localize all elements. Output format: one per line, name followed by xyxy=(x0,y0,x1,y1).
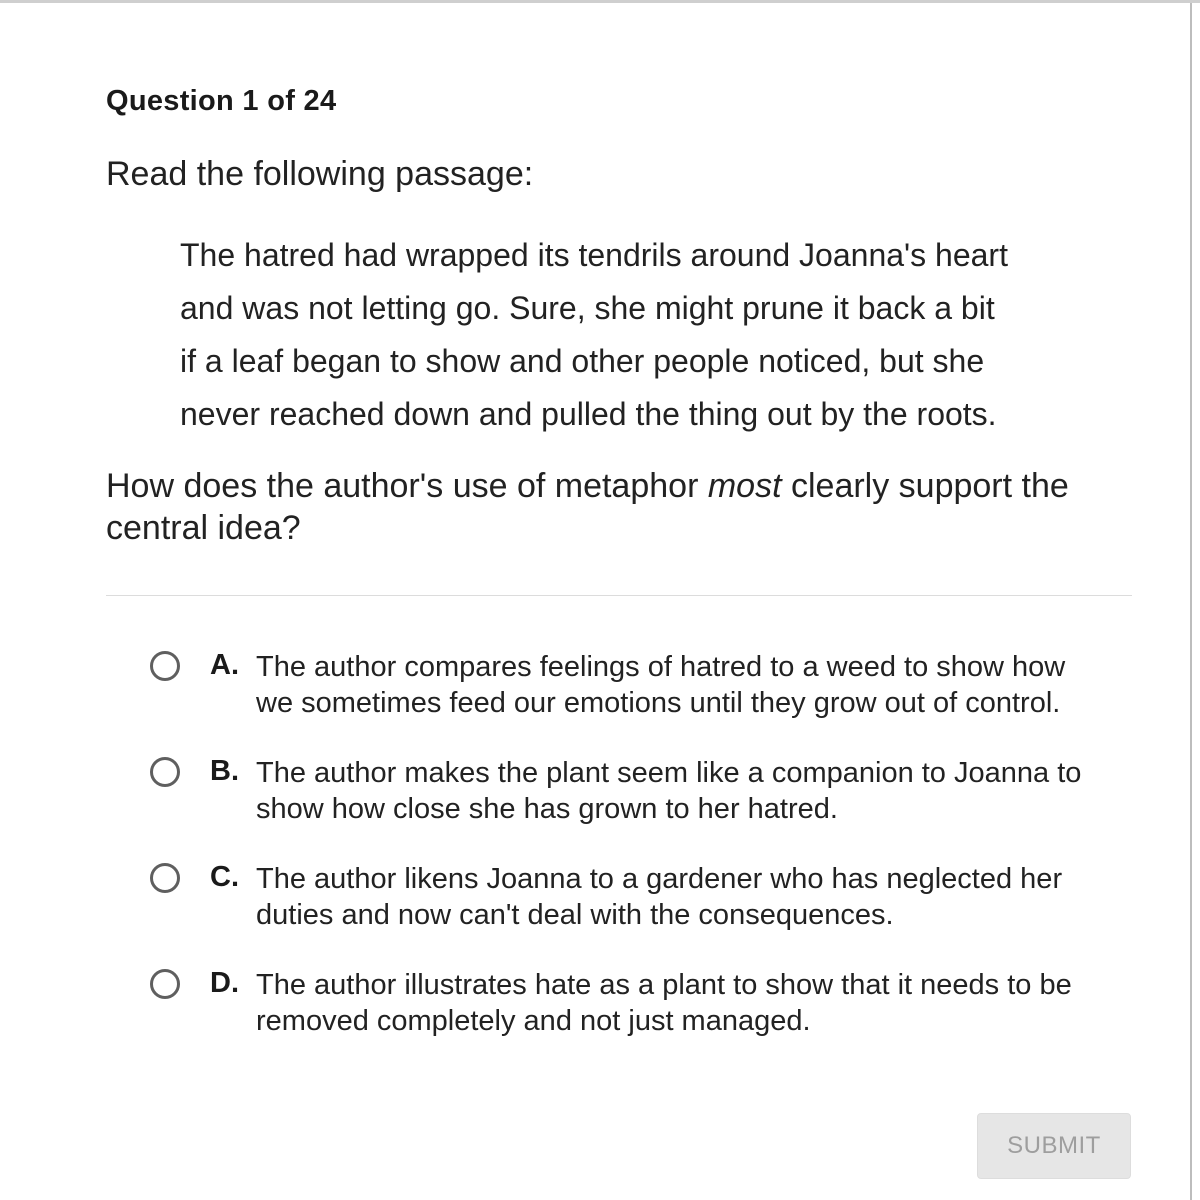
radio-button-d[interactable] xyxy=(150,969,180,999)
choice-letter: A. xyxy=(210,649,239,681)
answer-choice-d[interactable] xyxy=(150,967,1140,1047)
prompt-text-before: How does the author's use of metaphor xyxy=(106,467,708,505)
choice-text xyxy=(256,861,1136,933)
choice-line: The author compares feelings of hatred to a weed to show how xyxy=(256,651,1066,683)
question-prompt xyxy=(106,465,1146,549)
radio-button-c[interactable] xyxy=(150,863,180,893)
choice-text xyxy=(256,967,1136,1039)
choice-line: show how close she has grown to her hatred. xyxy=(256,793,838,825)
answer-choice-b[interactable] xyxy=(150,755,1140,835)
choice-line: The author illustrates hate as a plant to show that it needs to be xyxy=(256,969,1072,1001)
choice-letter: B. xyxy=(210,755,239,787)
choice-text xyxy=(256,755,1136,827)
passage-line: The hatred had wrapped its tendrils around Joanna's heart xyxy=(180,237,1008,273)
choice-text xyxy=(256,649,1136,721)
prompt-emphasis: most xyxy=(707,467,782,505)
choice-line: removed completely and not just managed. xyxy=(256,1005,811,1037)
scrollbar-edge xyxy=(1190,3,1192,1200)
divider xyxy=(106,595,1132,596)
answer-choice-a[interactable] xyxy=(150,649,1140,729)
radio-button-a[interactable] xyxy=(150,651,180,681)
question-counter: Question 1 of 24 xyxy=(106,85,337,117)
passage-line: if a leaf began to show and other people noticed, but she xyxy=(180,343,985,379)
answer-choice-c[interactable] xyxy=(150,861,1140,941)
choice-line: The author likens Joanna to a gardener who has neglected her xyxy=(256,863,1063,895)
passage-line: and was not letting go. Sure, she might prune it back a bit xyxy=(180,290,995,326)
reading-passage xyxy=(180,229,1080,441)
submit-button[interactable]: SUBMIT xyxy=(977,1113,1131,1179)
choice-line: The author makes the plant seem like a companion to Joanna to xyxy=(256,757,1082,789)
choice-line: we sometimes feed our emotions until they grow out of control. xyxy=(256,687,1061,719)
question-instruction: Read the following passage: xyxy=(106,155,534,193)
passage-line: never reached down and pulled the thing out by the roots. xyxy=(180,396,997,432)
radio-button-b[interactable] xyxy=(150,757,180,787)
prompt-text-after: clearly support the central idea? xyxy=(106,467,1069,547)
choice-letter: D. xyxy=(210,967,239,999)
choice-letter: C. xyxy=(210,861,239,893)
choice-line: duties and now can't deal with the consequences. xyxy=(256,899,894,931)
